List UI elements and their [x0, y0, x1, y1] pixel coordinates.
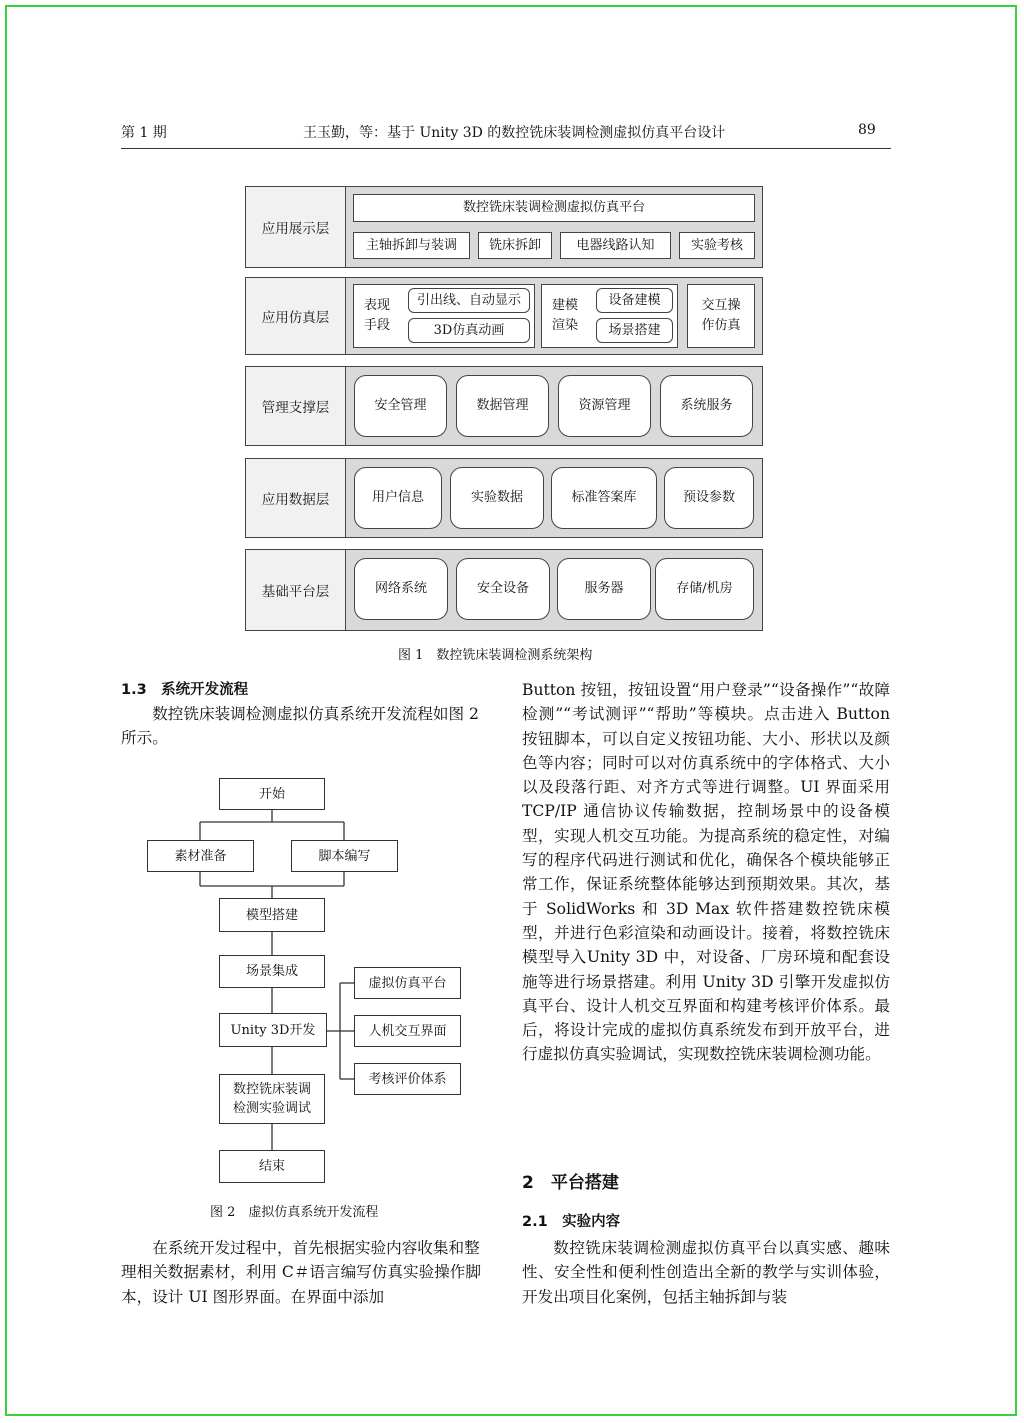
layer-name: 基础平台层 — [246, 550, 346, 630]
data-box: 标准答案库 — [551, 467, 657, 529]
service-box: 安全管理 — [354, 375, 447, 437]
infra-box: 服务器 — [557, 558, 651, 620]
data-box: 实验数据 — [450, 467, 544, 529]
sub-box: 设备建模 — [596, 288, 673, 313]
group-label: 表现 手段 — [364, 298, 391, 333]
flow-node-script: 脚本编写 — [291, 840, 398, 872]
flow-node-unity: Unity 3D开发 — [219, 1013, 327, 1047]
figure-1-caption: 图 1 数控铣床装调检测系统架构 — [398, 648, 593, 663]
paragraph: 在系统开发过程中，首先根据实验内容收集和整理相关数据素材，利用 C＃语言编写仿真实验操作脚本，设计 UI 图形界面。在界面中添加 — [121, 1239, 481, 1306]
data-box: 用户信息 — [354, 467, 442, 529]
infra-box: 存储/机房 — [655, 558, 754, 620]
service-box: 系统服务 — [660, 375, 753, 437]
left-bottom-text — [121, 1236, 493, 1309]
service-box: 数据管理 — [456, 375, 549, 437]
group-label: 交互操 作仿真 — [701, 298, 741, 333]
running-title: 王玉勤，等：基于 Unity 3D 的数控铣床装调检测虚拟仿真平台设计 — [303, 125, 726, 141]
section-2-heading: 2 平台搭建 — [522, 1173, 619, 1193]
figure-2-caption: 图 2 虚拟仿真系统开发流程 — [210, 1205, 379, 1220]
flow-node-end: 结束 — [219, 1150, 325, 1183]
page-number: 89 — [858, 122, 876, 138]
paragraph: 数控铣床装调检测虚拟仿真系统开发流程如图 2 所示。 — [121, 705, 479, 748]
issue-number: 第 1 期 — [121, 125, 167, 141]
module-box: 电器线路认知 — [560, 232, 671, 259]
section-1-3-heading: 1.3 系统开发流程 — [121, 682, 249, 698]
infra-box: 网络系统 — [354, 558, 448, 620]
flow-node-scene: 场景集成 — [219, 955, 325, 988]
flow-node-start: 开始 — [219, 778, 325, 810]
layer-name: 应用仿真层 — [246, 278, 346, 354]
layer-name: 管理支撑层 — [246, 367, 346, 445]
flow-node-model: 模型搭建 — [219, 898, 325, 932]
sub-box: 3D仿真动画 — [408, 318, 530, 343]
paragraph: 数控铣床装调检测虚拟仿真平台以真实感、趣味性、安全性和便利性创造出全新的教学与实训体验，开发出项目化案例，包括主轴拆卸与装 — [522, 1239, 890, 1306]
flow-node-eval: 考核评价体系 — [354, 1063, 461, 1095]
data-box: 预设参数 — [664, 467, 754, 529]
section-2-1-heading: 2.1 实验内容 — [522, 1214, 621, 1230]
section-2-1-text — [522, 1236, 890, 1309]
flow-node-test: 数控铣床装调 检测实验调试 — [219, 1074, 325, 1124]
sub-box: 引出线、自动显示 — [408, 288, 530, 313]
flow-node-hci: 人机交互界面 — [354, 1015, 461, 1047]
right-column-text — [522, 678, 890, 1067]
sub-box: 场景搭建 — [596, 318, 673, 343]
layer-name: 应用展示层 — [246, 187, 346, 267]
module-box: 铣床拆卸 — [478, 232, 552, 259]
layer-name: 应用数据层 — [246, 459, 346, 537]
flow-node-material: 素材准备 — [147, 840, 254, 872]
platform-title-box: 数控铣床装调检测虚拟仿真平台 — [353, 194, 755, 222]
module-box: 实验考核 — [679, 232, 755, 259]
module-box: 主轴拆卸与装调 — [353, 232, 470, 259]
flow-node-vr-platform: 虚拟仿真平台 — [354, 967, 461, 999]
paragraph: Button 按钮，按钮设置“用户登录”“设备操作”“故障检测”“考试测评”“帮助”等模块。点击进入 Button 按钮脚本，可以自定义按钮功能、大小、形状以及颜色等内容；同时可以对仿真系统中的字体格式、大小以及段落行距、对齐方式等进行调整。UI 界面采用 TCP/IP 通信协议传输数据，控制场景中的设备模型，实现人机交互功能。为提高系统的稳定性，对编写的程序代码进行测试和优化，确保各个模块能够正常工作，保证系统整体能够达到预期效果。其次，基于 SolidWorks 和 3D Max 软件搭建数控铣床模型，并进行色彩渲染和动画设计。接着，将数控铣床模型导入Unity 3D 中，对设备、厂房环境和配套设施等进行场景搭建。利用 Unity 3D 引擎开发虚拟仿真平台、设计人机交互界面和构建考核评价体系。最后，将设计完成的虚拟仿真系统发布到开放平台，进行虚拟仿真实验调试，实现数控铣床装调检测功能。 — [522, 681, 890, 1064]
group-label: 建模 渲染 — [552, 298, 579, 333]
service-box: 资源管理 — [558, 375, 651, 437]
infra-box: 安全设备 — [456, 558, 550, 620]
